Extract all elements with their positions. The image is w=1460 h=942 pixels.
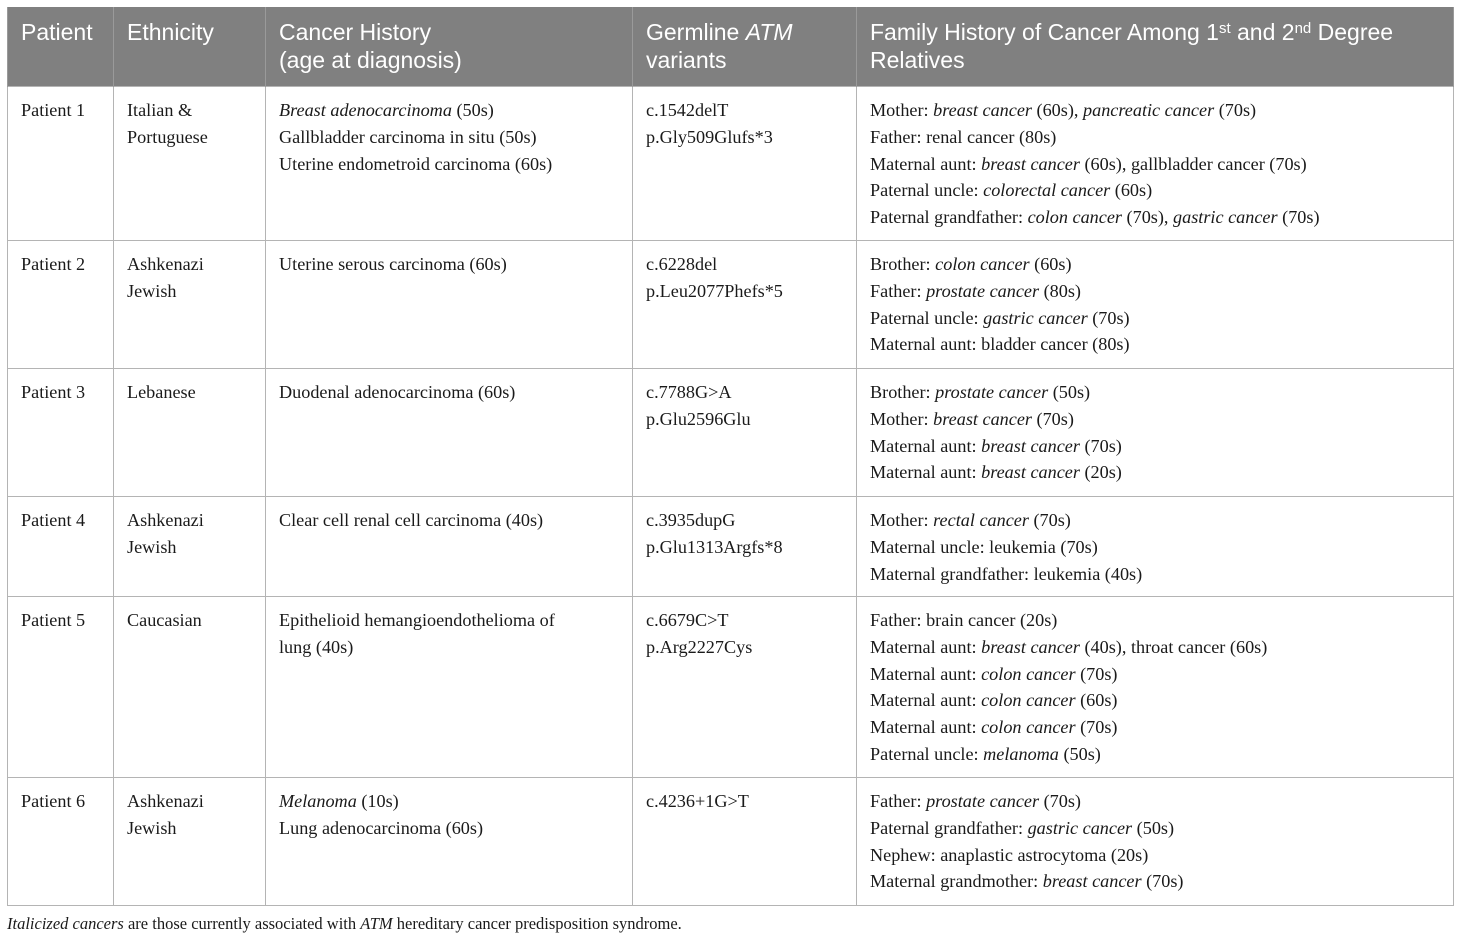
cell-patient (8, 369, 114, 497)
italic-text: breast cancer (981, 153, 1080, 174)
text: c.6228del (646, 254, 718, 274)
cell-line (127, 534, 255, 561)
cell-line (870, 607, 1443, 634)
text: (70s) (1277, 207, 1320, 228)
cell-patient (8, 778, 114, 906)
text: Lebanese (127, 382, 196, 402)
cell-germline-variants (633, 778, 857, 906)
text: Patient 2 (21, 254, 86, 274)
text: Ashkenazi (127, 254, 204, 274)
text: Maternal aunt: (870, 717, 982, 738)
cell-line (646, 97, 846, 124)
cell-line (279, 251, 622, 278)
table-row (8, 778, 1454, 906)
table-row (8, 241, 1454, 369)
text: (70s) (1141, 871, 1184, 892)
cell-family-history (857, 241, 1454, 369)
cell-line (646, 278, 846, 305)
cell-ethnicity (114, 778, 266, 906)
cell-line (279, 379, 622, 406)
cell-line (870, 204, 1443, 231)
cell-germline-variants (633, 241, 857, 369)
cell-line (646, 634, 846, 661)
italic-text: Melanoma (279, 791, 357, 811)
cell-line (279, 815, 622, 842)
cell-line (127, 251, 255, 278)
italic-text: breast cancer (981, 636, 1080, 657)
text: Ashkenazi (127, 791, 204, 811)
text: Maternal aunt: (870, 690, 982, 711)
text: Jewish (127, 817, 177, 838)
cell-cancer-history (266, 497, 633, 597)
text: Gallbladder carcinoma in situ (50s) (279, 126, 537, 147)
cell-line (21, 507, 103, 534)
table-row (8, 369, 1454, 497)
italic-text: colon cancer (1027, 207, 1122, 228)
italic-text: rectal cancer (933, 510, 1029, 530)
italic-text: colon cancer (981, 690, 1076, 711)
cell-patient (8, 497, 114, 597)
text: Paternal grandfather: (870, 207, 1028, 228)
text: Caucasian (127, 610, 202, 630)
text: Mother: (870, 100, 934, 120)
text: Clear cell renal cell carcinoma (40s) (279, 510, 544, 530)
text: (10s) (356, 791, 399, 811)
cell-line (870, 97, 1443, 124)
italic-text: breast cancer (1042, 871, 1142, 892)
cell-line (646, 251, 846, 278)
cell-line (870, 788, 1443, 815)
cell-ethnicity (114, 597, 266, 778)
cell-line (646, 379, 846, 406)
table-row (8, 87, 1454, 241)
cell-line (21, 788, 103, 815)
cell-patient (8, 241, 114, 369)
text: (50s) (1048, 382, 1091, 402)
text: Uterine endometroid carcinoma (60s) (279, 153, 553, 174)
cell-line (279, 97, 622, 124)
cell-line (870, 305, 1443, 332)
cell-line (127, 124, 255, 151)
cell-line (21, 97, 103, 124)
cell-line (279, 634, 622, 661)
cell-line (870, 634, 1443, 661)
cell-line (870, 433, 1443, 460)
italic-text: gastric cancer (983, 307, 1088, 328)
text: Italian & (127, 100, 193, 120)
cell-line (870, 842, 1443, 869)
text: Maternal grandfather: leukemia (40s) (870, 563, 1143, 584)
text: c.1542delT (646, 100, 729, 120)
table-row (8, 497, 1454, 597)
text: (70s) (1028, 510, 1071, 530)
text: Uterine serous carcinoma (60s) (279, 254, 507, 274)
text: Patient 1 (21, 100, 86, 120)
text: Maternal aunt: bladder cancer (80s) (870, 334, 1130, 355)
cell-line (127, 507, 255, 534)
cell-line (870, 714, 1443, 741)
italic-text: colon cancer (935, 254, 1030, 274)
cell-line (870, 741, 1443, 768)
text: Maternal aunt: (870, 663, 982, 684)
table-header-row (8, 7, 1454, 87)
text: c.6679C>T (646, 610, 729, 630)
cell-line (870, 661, 1443, 688)
cell-line (21, 379, 103, 406)
cell-cancer-history (266, 597, 633, 778)
cell-line (870, 815, 1443, 842)
cell-line (870, 251, 1443, 278)
text: Patient 3 (21, 382, 86, 402)
text: (50s) (1058, 743, 1101, 764)
cell-cancer-history (266, 778, 633, 906)
text: Paternal grandfather: (870, 817, 1028, 838)
cell-line (646, 124, 846, 151)
text: Jewish (127, 536, 177, 557)
italic-text: gastric cancer (1173, 207, 1278, 228)
text: Portuguese (127, 126, 208, 147)
text: p.Glu1313Argfs*8 (646, 536, 783, 557)
italic-text: gastric cancer (1027, 817, 1133, 838)
italic-text: colon cancer (981, 663, 1076, 684)
atm-variants-table (7, 7, 1454, 906)
cell-germline-variants (633, 87, 857, 241)
text: Patient 6 (21, 791, 86, 811)
cell-line (870, 379, 1443, 406)
italic-text: Breast adenocarcinoma (279, 100, 452, 120)
cell-line (870, 151, 1443, 178)
text: Father: renal cancer (80s) (870, 126, 1057, 147)
cell-family-history (857, 778, 1454, 906)
text: Ashkenazi (127, 510, 204, 530)
text: Mother: (870, 510, 934, 530)
cell-cancer-history (266, 369, 633, 497)
cell-family-history (857, 497, 1454, 597)
text: (80s) (1039, 280, 1081, 301)
italic-text: breast cancer (981, 435, 1080, 456)
text: (60s) (1029, 254, 1072, 274)
cell-cancer-history (266, 87, 633, 241)
italic-text: melanoma (983, 743, 1059, 764)
header-ethnicity: Ethnicity (114, 7, 266, 87)
text: Lung adenocarcinoma (60s) (279, 817, 484, 838)
text: Maternal aunt: (870, 153, 982, 174)
text: Patient 5 (21, 610, 86, 630)
text: (50s) (451, 100, 494, 120)
cell-line (646, 788, 846, 815)
text: c.4236+1G>T (646, 791, 749, 811)
italic-text: colorectal cancer (983, 180, 1111, 201)
text: Nephew: anaplastic astrocytoma (20s) (870, 844, 1149, 865)
cell-family-history (857, 597, 1454, 778)
cell-ethnicity (114, 369, 266, 497)
text: p.Arg2227Cys (646, 636, 753, 657)
cell-line (870, 687, 1443, 714)
cell-line (870, 177, 1443, 204)
text: p.Gly509Glufs*3 (646, 126, 773, 147)
italic-text: colon cancer (981, 717, 1076, 738)
cell-patient (8, 87, 114, 241)
text: (60s), gallbladder cancer (70s) (1079, 153, 1307, 174)
cell-line (279, 607, 622, 634)
text: Patient 4 (21, 510, 86, 530)
italic-text: prostate cancer (926, 280, 1040, 301)
text: c.7788G>A (646, 382, 732, 402)
cell-line (279, 507, 622, 534)
text: Jewish (127, 280, 177, 301)
text: p.Glu2596Glu (646, 408, 751, 429)
cell-line (870, 459, 1443, 486)
text: (60s) (1110, 180, 1153, 201)
cell-ethnicity (114, 87, 266, 241)
text: (20s) (1079, 462, 1122, 483)
text: Father: (870, 280, 927, 301)
cell-line (646, 607, 846, 634)
text: (60s) (1075, 690, 1118, 711)
cell-ethnicity (114, 241, 266, 369)
text: (60s), (1031, 100, 1084, 120)
cell-line (127, 815, 255, 842)
text: Duodenal adenocarcinoma (60s) (279, 382, 516, 402)
text: Father: (870, 791, 927, 811)
text: Mother: (870, 408, 934, 429)
text: Maternal aunt: (870, 636, 982, 657)
text: (70s) (1031, 408, 1074, 429)
text: Maternal grandmother: (870, 871, 1043, 892)
cell-line (870, 331, 1443, 358)
cell-line (870, 534, 1443, 561)
text: (70s) (1087, 307, 1130, 328)
header-cancer-history: Cancer History (age at diagnosis) (266, 7, 633, 87)
text: Brother: (870, 382, 936, 402)
text: Paternal uncle: (870, 180, 984, 201)
cell-germline-variants (633, 369, 857, 497)
italic-text: breast cancer (981, 462, 1080, 483)
cell-germline-variants (633, 597, 857, 778)
header-patient: Patient (8, 7, 114, 87)
text: Father: brain cancer (20s) (870, 610, 1058, 630)
cell-line (870, 278, 1443, 305)
cell-line (646, 507, 846, 534)
text: Paternal uncle: (870, 743, 984, 764)
italic-text: prostate cancer (935, 382, 1049, 402)
text: (50s) (1132, 817, 1175, 838)
text: Paternal uncle: (870, 307, 984, 328)
cell-line (279, 788, 622, 815)
italic-text: pancreatic cancer (1083, 100, 1215, 120)
cell-line (646, 534, 846, 561)
cell-line (870, 406, 1443, 433)
table-caption: Italicized cancers are those currently associated with ATM hereditary cancer predisposition syndrome. (7, 914, 682, 933)
italic-text: breast cancer (933, 408, 1032, 429)
text: Maternal aunt: (870, 435, 982, 456)
text: Maternal aunt: (870, 462, 982, 483)
italic-text: breast cancer (933, 100, 1032, 120)
text: (70s) (1075, 717, 1118, 738)
cell-line (21, 607, 103, 634)
text: (70s), (1122, 207, 1174, 228)
cell-cancer-history (266, 241, 633, 369)
cell-family-history (857, 87, 1454, 241)
cell-line (127, 278, 255, 305)
header-germline-variants: Germline ATM variants (633, 7, 857, 87)
italic-text: prostate cancer (926, 791, 1040, 811)
text: (70s) (1214, 100, 1257, 120)
cell-line (279, 124, 622, 151)
cell-line (279, 151, 622, 178)
cell-line (870, 868, 1443, 895)
text: Brother: (870, 254, 936, 274)
text: (70s) (1039, 791, 1081, 811)
cell-line (870, 507, 1443, 534)
cell-family-history (857, 369, 1454, 497)
header-family-history: Family History of Cancer Among 1st and 2nd Degree Relatives (857, 7, 1454, 87)
text: Epithelioid hemangioendothelioma of (279, 610, 555, 630)
cell-patient (8, 597, 114, 778)
text: p.Leu2077Phefs*5 (646, 280, 783, 301)
cell-ethnicity (114, 497, 266, 597)
cell-line (127, 607, 255, 634)
text: (70s) (1079, 435, 1122, 456)
text: Maternal uncle: leukemia (70s) (870, 536, 1098, 557)
cell-line (21, 251, 103, 278)
cell-line (870, 124, 1443, 151)
cell-line (127, 379, 255, 406)
text: (40s), throat cancer (60s) (1079, 636, 1268, 657)
cell-line (127, 788, 255, 815)
table-row (8, 597, 1454, 778)
cell-line (127, 97, 255, 124)
cell-germline-variants (633, 497, 857, 597)
text: lung (40s) (279, 636, 354, 657)
text: c.3935dupG (646, 510, 736, 530)
cell-line (646, 406, 846, 433)
cell-line (870, 561, 1443, 588)
text: (70s) (1075, 663, 1118, 684)
